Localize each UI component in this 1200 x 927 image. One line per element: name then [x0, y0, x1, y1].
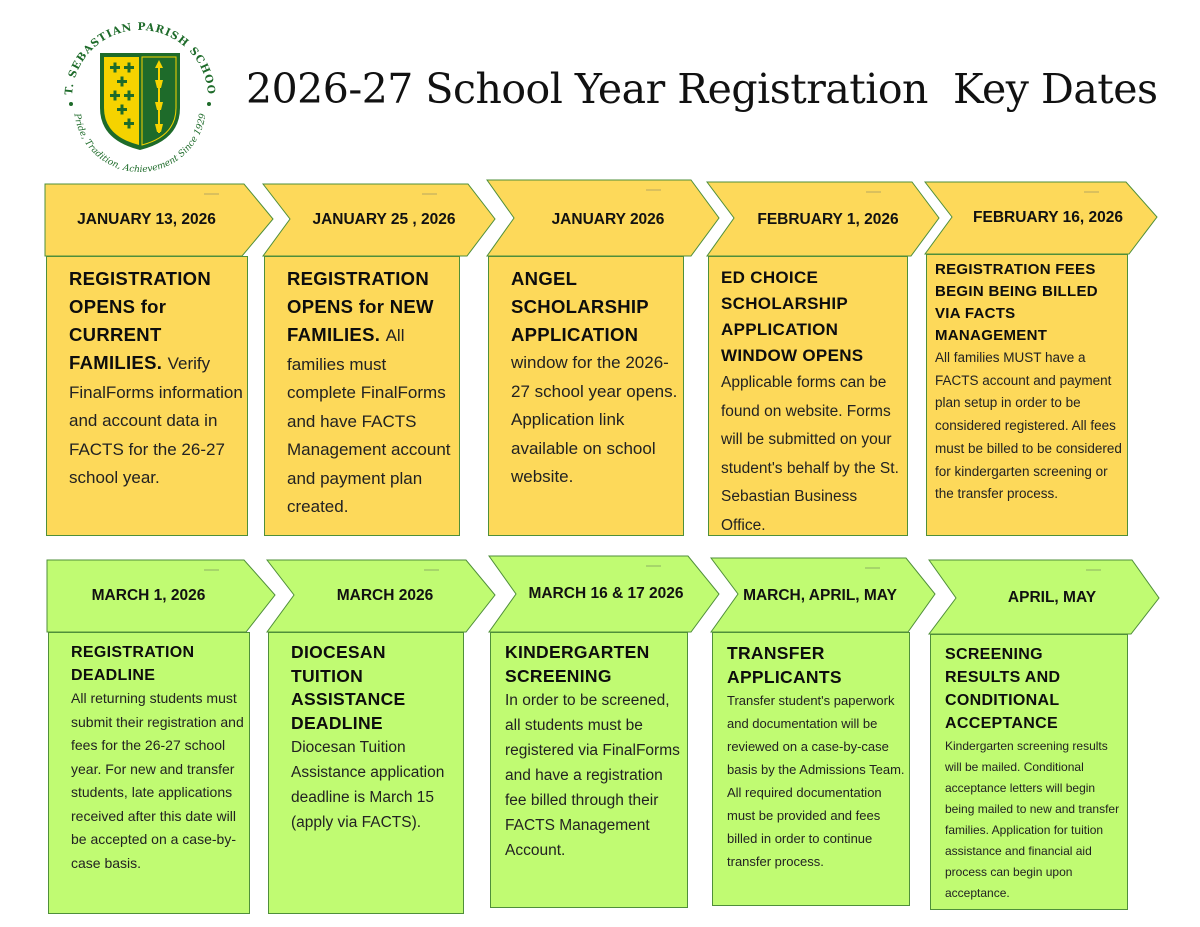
date-label: FEBRUARY 16, 2026 [973, 209, 1123, 226]
date-label: MARCH 16 & 17 2026 [528, 585, 684, 602]
event-box [930, 634, 1128, 910]
event-title: ANGEL SCHOLARSHIP APPLICATION [511, 268, 649, 345]
event-title: KINDERGARTEN SCREENING [505, 642, 650, 686]
date-label: APRIL, MAY [1007, 589, 1097, 606]
event-box [712, 632, 910, 906]
event-description: Kindergarten screening results will be mailed. Conditional acceptance letters will begin being mailed to new and transfer families. Application for tuition assistance and financial aid process can begin upon acceptance. [945, 739, 1120, 900]
date-label: JANUARY 2026 [551, 211, 665, 228]
event-title: TRANSFER APPLICANTS [727, 643, 842, 687]
event-title: REGISTRATION FEES BEGIN BEING BILLED VIA FACTS MANAGEMENT [935, 261, 1098, 344]
event-title: REGISTRATION OPENS for NEW FAMILIES. [287, 268, 434, 345]
event-box [46, 256, 248, 536]
school-logo [50, 8, 230, 178]
page-title: 2026-27 School Year Registration Key Dates [246, 65, 1158, 114]
event-description: All families MUST have a FACTS account and payment plan setup in order to be considered registered. All fees must be billed to be considered for kindergarten screening or the transfer process. [935, 350, 1122, 502]
school-crest-icon [50, 8, 230, 178]
event-description: Transfer student's paperwork and documentation will be reviewed on a case-by-case basis by the Admissions Team. All required documentation must be provided and fees billed in order to continue transfer process. [727, 693, 905, 869]
event-title: REGISTRATION OPENS for CURRENT FAMILIES. [69, 268, 212, 373]
event-box [268, 632, 464, 914]
date-label: MARCH, APRIL, MAY [743, 587, 897, 604]
event-title: ED CHOICE SCHOLARSHIP APPLICATION WINDOW OPENS [721, 268, 864, 365]
date-label: JANUARY 25 , 2026 [312, 211, 456, 228]
date-label: FEBRUARY 1, 2026 [757, 211, 899, 228]
event-box [48, 632, 250, 914]
event-description: Applicable forms can be found on website. Forms will be submitted on your student's behalf by the St. Sebastian Business Office. [721, 374, 899, 534]
logo-ring-bottom-text: Pride, Tradition, Achievement Since 1929 [71, 112, 209, 176]
event-description: All returning students must submit their registration and fees for the 26-27 school year. For new and transfer students, late applications received after this date will be accepted on a case-by-case basis. [71, 690, 244, 871]
date-label: MARCH 1, 2026 [91, 587, 206, 604]
date-label: JANUARY 13, 2026 [77, 211, 216, 228]
event-description: Diocesan Tuition Assistance application deadline is March 15 (apply via FACTS). [291, 739, 445, 831]
event-description: Verify FinalForms information and account data in FACTS for the 26-27 school year. [69, 354, 243, 487]
event-description: All families must complete FinalForms and have FACTS Management account and payment plan created. [287, 326, 451, 516]
event-box [708, 256, 908, 536]
event-description: In order to be screened, all students must be registered via FinalForms and have a registration fee billed through their FACTS Management Account. [505, 692, 680, 859]
event-box [488, 256, 684, 536]
logo-ring-top-text: T. SEBASTIAN PARISH SCHOO [63, 20, 218, 96]
event-description: window for the 2026-27 school year opens. Application link available on school website. [511, 353, 678, 486]
event-box [264, 256, 460, 536]
date-label: MARCH 2026 [336, 587, 434, 604]
event-title: REGISTRATION DEADLINE [71, 644, 195, 684]
event-title: DIOCESAN TUITION ASSISTANCE DEADLINE [291, 642, 406, 733]
event-box [926, 254, 1128, 536]
event-title: SCREENING RESULTS AND CONDITIONAL ACCEPTANCE [945, 646, 1061, 732]
event-box [490, 632, 688, 908]
